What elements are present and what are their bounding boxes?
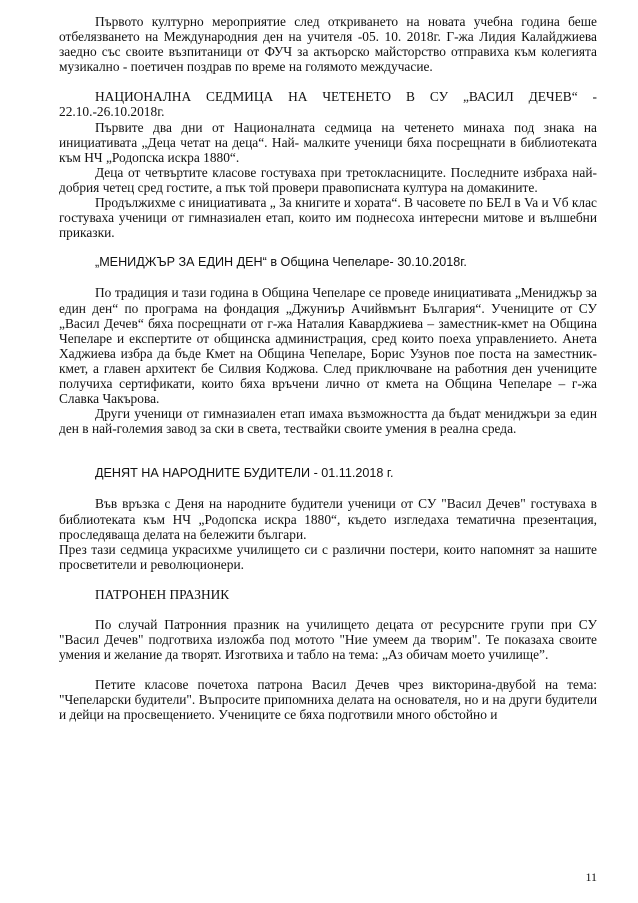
section-patron-day xyxy=(59,587,597,602)
section-awakeners-day-body xyxy=(59,496,597,571)
paragraph-text: През тази седмица украсихме училището си с различни постери, които напомнят за нашите просветители и революционери. xyxy=(59,541,597,572)
paragraph-text: По традиция и тази година в Община Чепеларе се проведе инициативата „Мениджър за един ден“ по програма на фондация „Джуниър Ачийвмънт България“. Учениците от СУ „Васил Дечев“ бяха посрещнати от г-жа Наталия Каварджиева – заместник-кмет на Община Чепеларе и експертите от общинска администрация, сред които поеха управлението. Анета Хаджиева избра да бъде Кмет на Община Чепеларе, Борис Узунов пое поста на заместник-кмет, а главен архитект бе Силвия Коджова. След приключване на работния ден учениците получиха сертификати, които бяха връчени лично от кмета на Община Чепеларе – г-жа Славка Чакърова. xyxy=(59,285,597,407)
paragraph-text: Петите класове почетоха патрона Васил Дечев чрез викторина-двубой на тема: "Чепеларски будители". Въпросите припомниха делата на основателя, но и на други будители и дейци на просвещението. Учениците се бяха подготвили много обстойно и xyxy=(59,677,597,723)
paragraph-text: Първите два дни от Националната седмица на четенето минаха под знака на инициативата „Деца четат на деца“. Най- малките ученици бяха посрещнати в библиотеката към НЧ „Родопска искра 1880“. xyxy=(59,119,597,165)
paragraph-text: Във връзка с Деня на народните будители ученици от СУ "Васил Дечев" гостуваха в библиотеката към НЧ „Родопска искра 1880“, където изгледаха тематична презентация, проследяваща делата на бележити българи. xyxy=(59,496,597,542)
section-reading-week xyxy=(59,89,597,240)
section-awakeners-day xyxy=(59,466,597,481)
section-manager-day-body xyxy=(59,285,597,436)
paragraph-teachers-day xyxy=(59,14,597,74)
section-heading-awakeners-day: ДЕНЯТ НА НАРОДНИТЕ БУДИТЕЛИ - 01.11.2018 г. xyxy=(95,466,394,481)
section-patron-day-body xyxy=(59,617,597,662)
section-heading-reading-week: НАЦИОНАЛНА СЕДМИЦА НА ЧЕТЕНЕТО В СУ „ВАСИЛ ДЕЧЕВ“ - 22.10.-26.10.2018г. xyxy=(59,89,597,120)
section-manager-day xyxy=(59,255,597,270)
page-content xyxy=(59,14,597,723)
paragraph-text: Продължихме с инициативата „ За книгите и хората“. В часовете по БЕЛ в Va и Vб клас гостуваха ученици от гимназиален етап, които им поднесоха интересни митове и вълшебни приказки. xyxy=(59,195,597,241)
paragraph-text: Деца от четвъртите класове гостуваха при третокласниците. Последните избраха най- добрия четец сред гостите, а пък той провери правописната култура на домакините. xyxy=(59,164,597,195)
section-patron-quiz xyxy=(59,677,597,722)
paragraph-text: Други ученици от гимназиален етап имаха възможността да бъдат мениджъри за един ден в най-големия завод за ски в света, тествайки своите умения в реална среда. xyxy=(59,406,597,437)
section-heading-manager-day: „МЕНИДЖЪР ЗА ЕДИН ДЕН“ в Община Чепеларе- 30.10.2018г. xyxy=(95,255,467,270)
section-heading-patron-day: ПАТРОНЕН ПРАЗНИК xyxy=(95,586,230,602)
page-number: 11 xyxy=(585,870,597,884)
paragraph-text: Първото културно мероприятие след откриването на новата учебна година беше отбелязването на Международния ден на учителя -05. 10. 2018г. Г-жа Лидия Калайджиева заедно със своите възпитаници от ФУЧ за актьорско майсторство отправиха към колегията музикално - поетичен поздрав по време на голямото междучасие. xyxy=(59,14,597,75)
paragraph-text: По случай Патронния празник на училището децата от ресурсните групи при СУ "Васил Дечев" подготвиха изложба под мотото "Ние умеем да творим". Те показаха своите умения и желание да творят. Изготвиха и табло на тема: „Аз обичам моето училище”. xyxy=(59,617,597,663)
